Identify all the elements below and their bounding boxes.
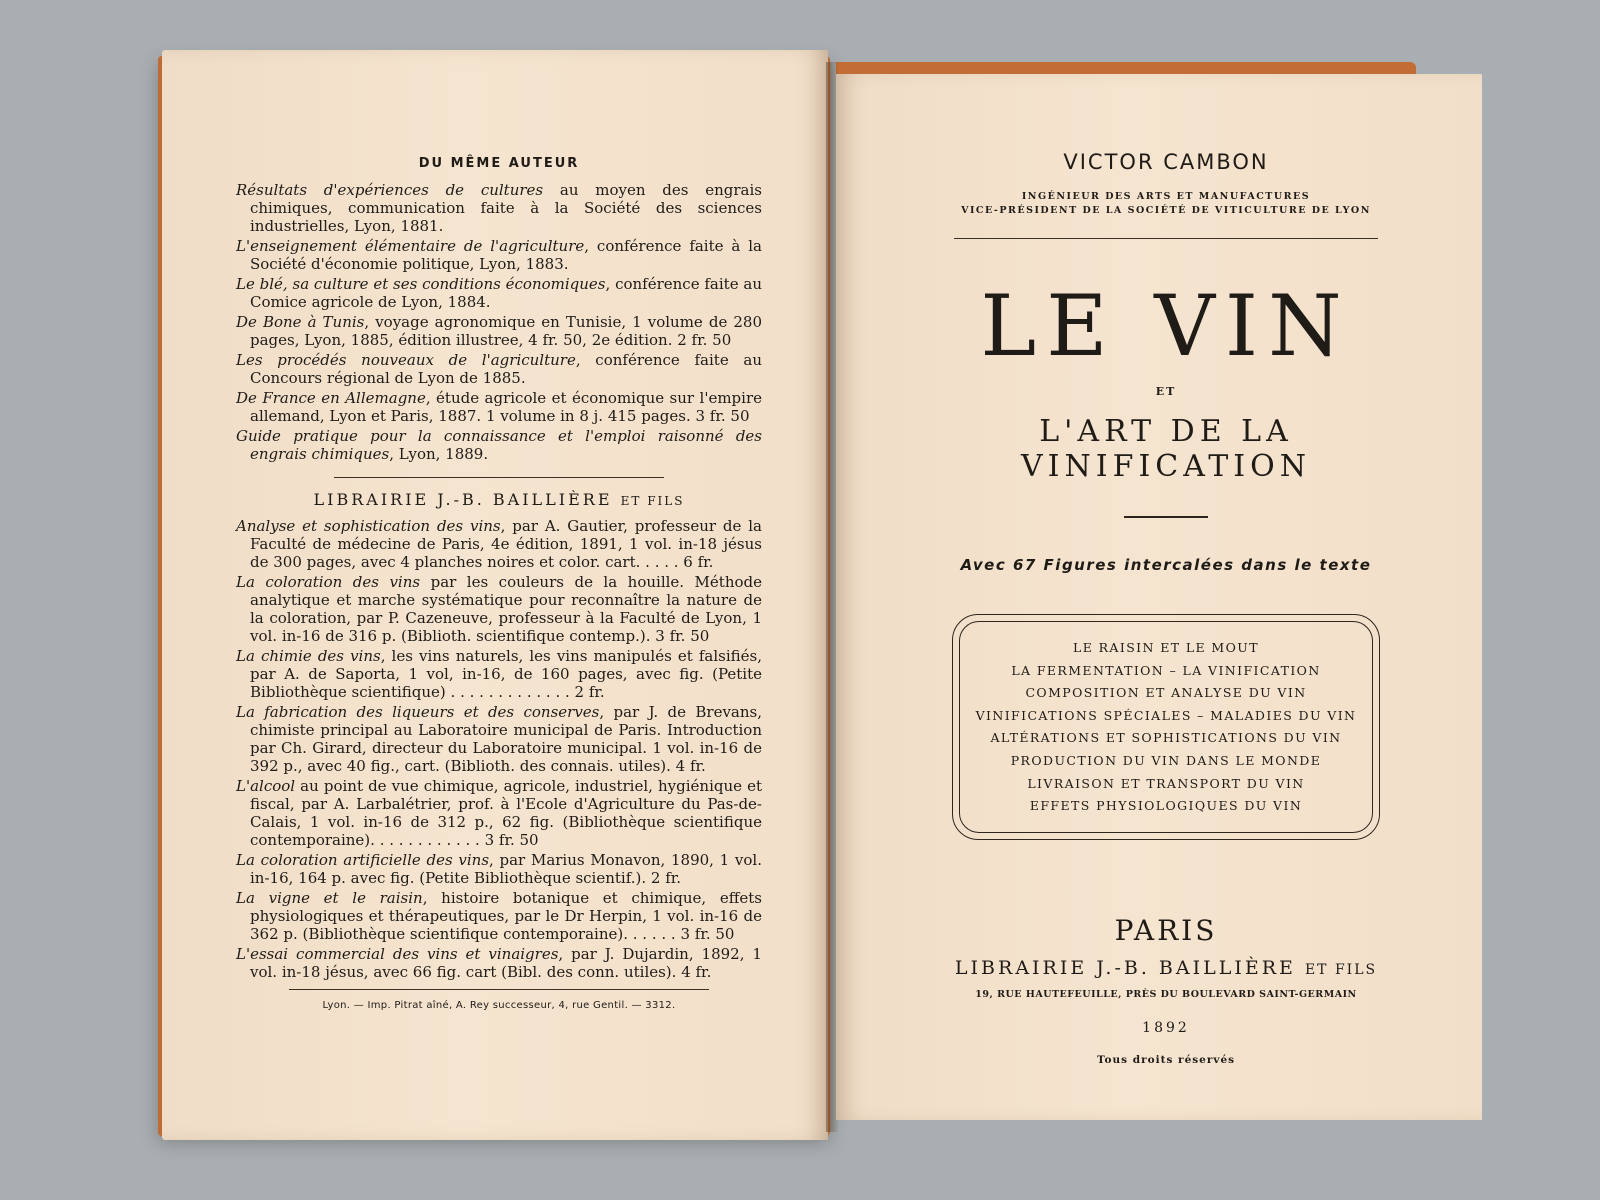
author-name: VICTOR CAMBON	[1063, 150, 1269, 174]
printer-imprint: Lyon. — Imp. Pitrat aîné, A. Rey successeur, 4, rue Gentil. — 3312.	[322, 1000, 676, 1011]
catalogue-item: La fabrication des liqueurs et des conserves, par J. de Brevans, chimiste principal au Laboratoire municipal de Paris. Introduction par Ch. Girard, directeur du Laboratoire municipal. 1 vol. in-16 de 392 p., avec 40 fig., cart. (Biblioth. des connais. utiles). 4 fr.	[236, 703, 762, 775]
author-titles: INGÉNIEUR DES ARTS ET MANUFACTURES VICE-PRÉSIDENT DE LA SOCIÉTÉ DE VITICULTURE DE LYON	[961, 191, 1371, 216]
rights-notice: Tous droits réservés	[1096, 1054, 1236, 1066]
contents-frame	[952, 614, 1380, 840]
catalogue-item: La chimie des vins, les vins naturels, les vins manipulés et falsifiés, par A. de Saporta, 1 vol, in-16, de 160 pages, avec fig. (Petite Bibliothèque scientifique) . . . . . . . . . . . . . 2 fr.	[236, 647, 762, 701]
catalogue-item: La vigne et le raisin, histoire botanique et chimique, effets physiologiques et thérapeutiques, par le Dr Herpin, 1 vol. in-16 de 362 p. (Bibliothèque scientifique contemporaine). . . . . . 3 fr. 50	[236, 889, 762, 943]
contents-list	[953, 615, 1379, 818]
catalogue-item: La coloration artificielle des vins, par Marius Monavon, 1890, 1 vol. in-16, 164 p. avec fig. (Petite Bibliothèque scientif.). 2 fr.	[236, 851, 762, 887]
catalogue-item: La coloration des vins par les couleurs de la houille. Méthode analytique et marche systématique pour reconnaître la nature de la coloration, par P. Cazeneuve, professeur à la Faculté de Lyon, 1 vol. in-16 de 316 p. (Biblioth. scientifique contemp.). 3 fr. 50	[236, 573, 762, 645]
contents-item: EFFETS PHYSIOLOGIQUES DU VIN	[1029, 798, 1303, 814]
author-work-item: De Bone à Tunis, voyage agronomique en Tunisie, 1 volume de 280 pages, Lyon, 1885, édition illustree, 4 fr. 50, 2e édition. 2 fr. 50	[236, 313, 762, 349]
contents-item: VINIFICATIONS SPÉCIALES – MALADIES DU VIN	[975, 707, 1357, 723]
figures-note: Avec 67 Figures intercalées dans le texte	[960, 556, 1372, 574]
author-work-item: Guide pratique pour la connaissance et l'emploi raisonné des engrais chimiques, Lyon, 1889.	[236, 427, 762, 463]
contents-item: ALTÉRATIONS ET SOPHISTICATIONS DU VIN	[990, 730, 1342, 746]
contents-item: LE RAISIN ET LE MOUT	[1073, 640, 1259, 655]
header-rule	[954, 238, 1378, 239]
author-work-item: Les procédés nouveaux de l'agriculture, conférence faite au Concours régional de Lyon de 1885.	[236, 351, 762, 387]
title-rule	[1124, 516, 1208, 518]
publication-city: PARIS	[1114, 914, 1218, 947]
contents-item: PRODUCTION DU VIN DANS LE MONDE	[1010, 752, 1322, 768]
title-page	[836, 74, 1482, 1120]
catalogue-item: L'alcool au point de vue chimique, agricole, industriel, hygiénique et fiscal, par A. Larbalétrier, prof. à l'Ecole d'Agriculture du Pas-de-Calais, 1 vol. in-16 de 312 p., 62 fig. (Bibliothèque scientifique contemporaine). . . . . . . . . . . . 3 fr. 50	[236, 777, 762, 849]
contents-item: COMPOSITION ET ANALYSE DU VIN	[1025, 685, 1307, 701]
author-work-item: Le blé, sa culture et ses conditions économiques, conférence faite au Comice agricole de Lyon, 1884.	[236, 275, 762, 311]
author-work-item: L'enseignement élémentaire de l'agriculture, conférence faite à la Société d'économie politique, Lyon, 1883.	[236, 237, 762, 273]
publication-year: 1892	[1142, 1020, 1190, 1036]
author-work-item: Résultats d'expériences de cultures au moyen des engrais chimiques, communication faite à la Société des sciences industrielles, Lyon, 1881.	[236, 181, 762, 235]
author-works-list	[236, 181, 762, 463]
book-subtitle: L'ART DE LA VINIFICATION	[1021, 414, 1311, 484]
publisher-catalogue-list	[236, 517, 762, 981]
imprint-rule	[289, 989, 709, 990]
book-title: LE VIN	[980, 277, 1352, 375]
author-works-heading: DU MÊME AUTEUR	[418, 156, 580, 171]
contents-item: LA FERMENTATION – LA VINIFICATION	[1011, 662, 1321, 678]
publisher-catalogue-heading: LIBRAIRIE J.-B. BAILLIÈRE ET FILS	[313, 490, 685, 509]
author-work-item: De France en Allemagne, étude agricole et économique sur l'empire allemand, Lyon et Paris, 1887. 1 volume in 8 j. 415 pages. 3 fr. 50	[236, 389, 762, 425]
publisher-name: LIBRAIRIE J.-B. BAILLIÈRE ET FILS	[954, 957, 1378, 979]
contents-item: LIVRAISON ET TRANSPORT DU VIN	[1027, 775, 1305, 791]
catalogue-item: Analyse et sophistication des vins, par A. Gautier, professeur de la Faculté de médecine de Paris, 4e édition, 1891, 1 vol. in-18 jésus de 300 pages, avec 4 planches noires et color. cart. . . . . 6 fr.	[236, 517, 762, 571]
section-divider	[334, 477, 664, 478]
catalogue-item: L'essai commercial des vins et vinaigres, par J. Dujardin, 1892, 1 vol. in-18 jésus, avec 66 fig. cart (Bibl. des conn. utiles). 4 fr.	[236, 945, 762, 981]
publisher-address: 19, RUE HAUTEFEUILLE, PRÈS DU BOULEVARD SAINT-GERMAIN	[975, 989, 1357, 1000]
title-conjunction: ET	[1155, 385, 1177, 398]
left-page	[162, 50, 828, 1140]
